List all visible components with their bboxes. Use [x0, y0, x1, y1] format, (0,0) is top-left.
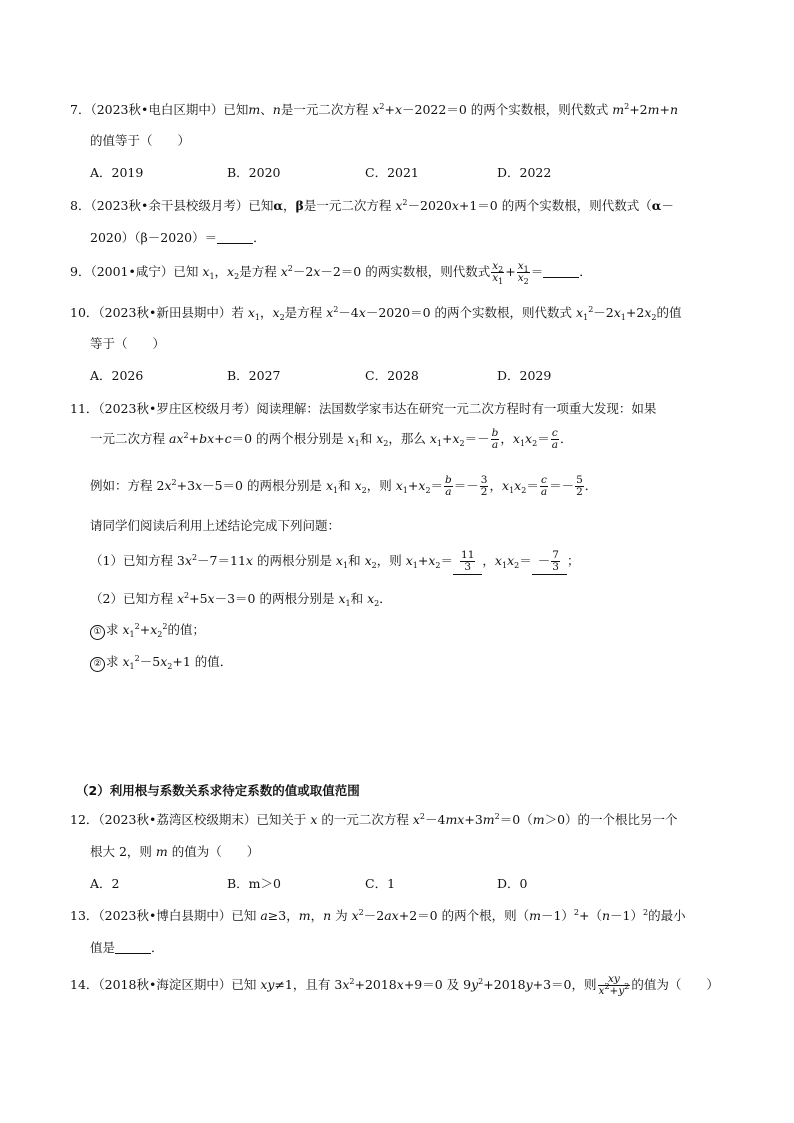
- fraction: $\frac{11}{3}$: [461, 549, 475, 573]
- question-11-sub2: ② 求 $x_1^2-5x_2+1$ 的值．: [90, 653, 232, 672]
- question-11-line2: 一元二次方程 $ax^2+bx+c=0$ 的两个根分别是 $x_1$和 $x_2$，那么 $x_1+x_2=-$ $\frac{b}{a}$ ，$x_1x_2=$ $\frac{c}{a}$ ．: [90, 427, 573, 451]
- fraction: $\frac{b}{a}$: [491, 427, 499, 451]
- question-number: 8．: [70, 198, 91, 213]
- fraction: $\frac{c}{a}$: [551, 427, 558, 451]
- answer-blank-product[interactable]: － $\frac{7}{3}$: [532, 548, 567, 575]
- question-number: 9．: [70, 264, 91, 279]
- option-b[interactable]: B．m＞0: [227, 876, 281, 891]
- option-a[interactable]: A．2019: [90, 165, 144, 180]
- question-12-line2: 根大 2，则 m 的值为（ ）: [90, 844, 260, 859]
- question-source: （2023秋•电白区期中）: [90, 102, 224, 117]
- question-10-line1: 10．（2023秋•新田县期中）若 $x_1$，$x_2$是方程 $x^2-4x-2020=0$ 的两个实数根，则代数式 $x_1^2-2x_1+2x_2$的值: [70, 305, 682, 322]
- question-number: 7．: [70, 102, 91, 117]
- fraction: $\frac{b}{a}$: [445, 474, 452, 498]
- circled-number-1: ①: [90, 625, 105, 640]
- answer-blank-sum[interactable]: [453, 548, 482, 575]
- question-11-part2: （2）已知方程 $x^2+5x-3=0$ 的两根分别是 $x_1$和 $x_2$．: [90, 591, 392, 608]
- answer-blank[interactable]: [217, 231, 253, 244]
- fraction: $\frac{7}{3}$: [552, 549, 559, 573]
- fraction: $\frac{x_1}{x_2}$: [517, 260, 529, 286]
- section-heading: （2）利用根与系数关系求待定系数的值或取值范围: [76, 783, 360, 798]
- question-source: （2018秋•海淀区期中）: [98, 977, 232, 992]
- question-8-line2: 2020）（β－2020）＝ ．: [90, 230, 266, 245]
- question-7-line2: 的值等于（ ）: [90, 133, 191, 148]
- answer-blank[interactable]: [115, 941, 151, 954]
- fraction: $\frac{x_2}{x_1}$: [492, 260, 504, 286]
- fraction: $\frac{xy}{x^2+y^2}$: [598, 973, 630, 997]
- question-12-line1: 12．（2023秋•荔湾区校级期末）已知关于 x 的一元二次方程 $x^2-4mx+3m^2=0(m>0)$的一个根比另一个: [70, 812, 678, 827]
- option-c[interactable]: C．2028: [365, 368, 419, 383]
- question-10-options: [90, 367, 690, 385]
- question-12-options: [90, 875, 690, 893]
- answer-blank[interactable]: [543, 265, 579, 278]
- question-source: （2001•咸宁）: [90, 264, 174, 279]
- question-number: 13．: [70, 908, 99, 923]
- question-9-line1: 9．（2001•咸宁）已知 $x_1$，$x_2$是方程 $x^2-2x-2=0$ 的两实数根，则代数式 $\frac{x_2}{x_1}$ + $\frac{x_1}{x_2}$ ＝ ．: [70, 260, 592, 286]
- option-a[interactable]: A．2026: [90, 368, 144, 383]
- question-11-instruction: 请同学们阅读后利用上述结论完成下列问题：: [90, 518, 341, 533]
- fraction: $\frac{3}{2}$: [480, 474, 488, 498]
- option-d[interactable]: D．0: [497, 876, 528, 891]
- question-13-line2: 值是 ．: [90, 940, 164, 955]
- question-14-line1: 14．（2018秋•海淀区期中）已知 xy≠1，且有 $3x^2+2018x+9=0$ 及 $9y^2+2018y+3=0$，则 $\frac{xy}{x^2+y^2}$ 的值为（ ）: [70, 973, 719, 997]
- question-11-line1: 11．（2023秋•罗庄区校级月考）阅读理解：法国数学家韦达在研究一元二次方程时有一项重大发现：如果: [70, 401, 657, 416]
- question-11-sub1: ① 求 $x_1^2+x_2^2$的值；: [90, 621, 205, 640]
- option-a[interactable]: A．2: [90, 876, 120, 891]
- question-10-line2: 等于（ ）: [90, 336, 166, 351]
- question-7-line1: 7．（2023秋•电白区期中）已知m、n是一元二次方程 $x^2+x-2022=0$ 的两个实数根，则代数式 $m^2+2m+n$: [70, 102, 679, 117]
- option-c[interactable]: C．1: [365, 876, 396, 891]
- question-number: 11．: [70, 401, 99, 416]
- option-b[interactable]: B．2027: [227, 368, 281, 383]
- question-source: （2023秋•余干县校级月考）: [90, 198, 249, 213]
- option-c[interactable]: C．2021: [365, 165, 419, 180]
- option-b[interactable]: B．2020: [227, 165, 281, 180]
- option-d[interactable]: D．2022: [497, 165, 552, 180]
- question-7-options: [90, 164, 690, 182]
- question-13-line1: 13．（2023秋•博白县期中）已知 a≥3，m，n 为 $x^2-2ax+2=0$ 的两个根，则$(m-1)^2+(n-1)^2$的最小: [70, 908, 686, 923]
- question-number: 10．: [70, 305, 99, 320]
- question-source: （2023秋•新田县期中）: [98, 305, 232, 320]
- question-source: （2023秋•罗庄区校级月考）: [98, 401, 257, 416]
- question-source: （2023秋•荔湾区校级期末）: [98, 812, 257, 827]
- question-11-part1: （1）已知方程 $3x^2-7=11x$ 的两根分别是 $x_1$和 $x_2$，则 $x_1+x_2=$ $\frac{11}{3}$ ，$x_1x_2=$ － $\frac{7}{3}$ ；: [90, 549, 580, 573]
- question-number: 12．: [70, 812, 99, 827]
- question-number: 14．: [70, 977, 99, 992]
- fraction: $\frac{c}{a}$: [540, 474, 548, 498]
- question-8-line1: 8．（2023秋•余干县校级月考）已知α，β是一元二次方程 $x^2-2020x+1=0$ 的两个实数根，则代数式（α－: [70, 198, 674, 213]
- option-d[interactable]: D．2029: [497, 368, 552, 383]
- question-11-example: 例如：方程 $2x^2+3x-5=0$ 的两根分别是 $x_1$和 $x_2$，则 $x_1+x_2=$ $\frac{b}{a}$ ＝－ $\frac{3}{2}$ ，$x_1x_2=$ $\frac{c}{a}$ ＝－ $\frac{5}{2}$ ．: [90, 474, 598, 498]
- circled-number-2: ②: [90, 657, 105, 672]
- question-source: （2023秋•博白县期中）: [98, 908, 232, 923]
- fraction: $\frac{5}{2}$: [576, 474, 583, 498]
